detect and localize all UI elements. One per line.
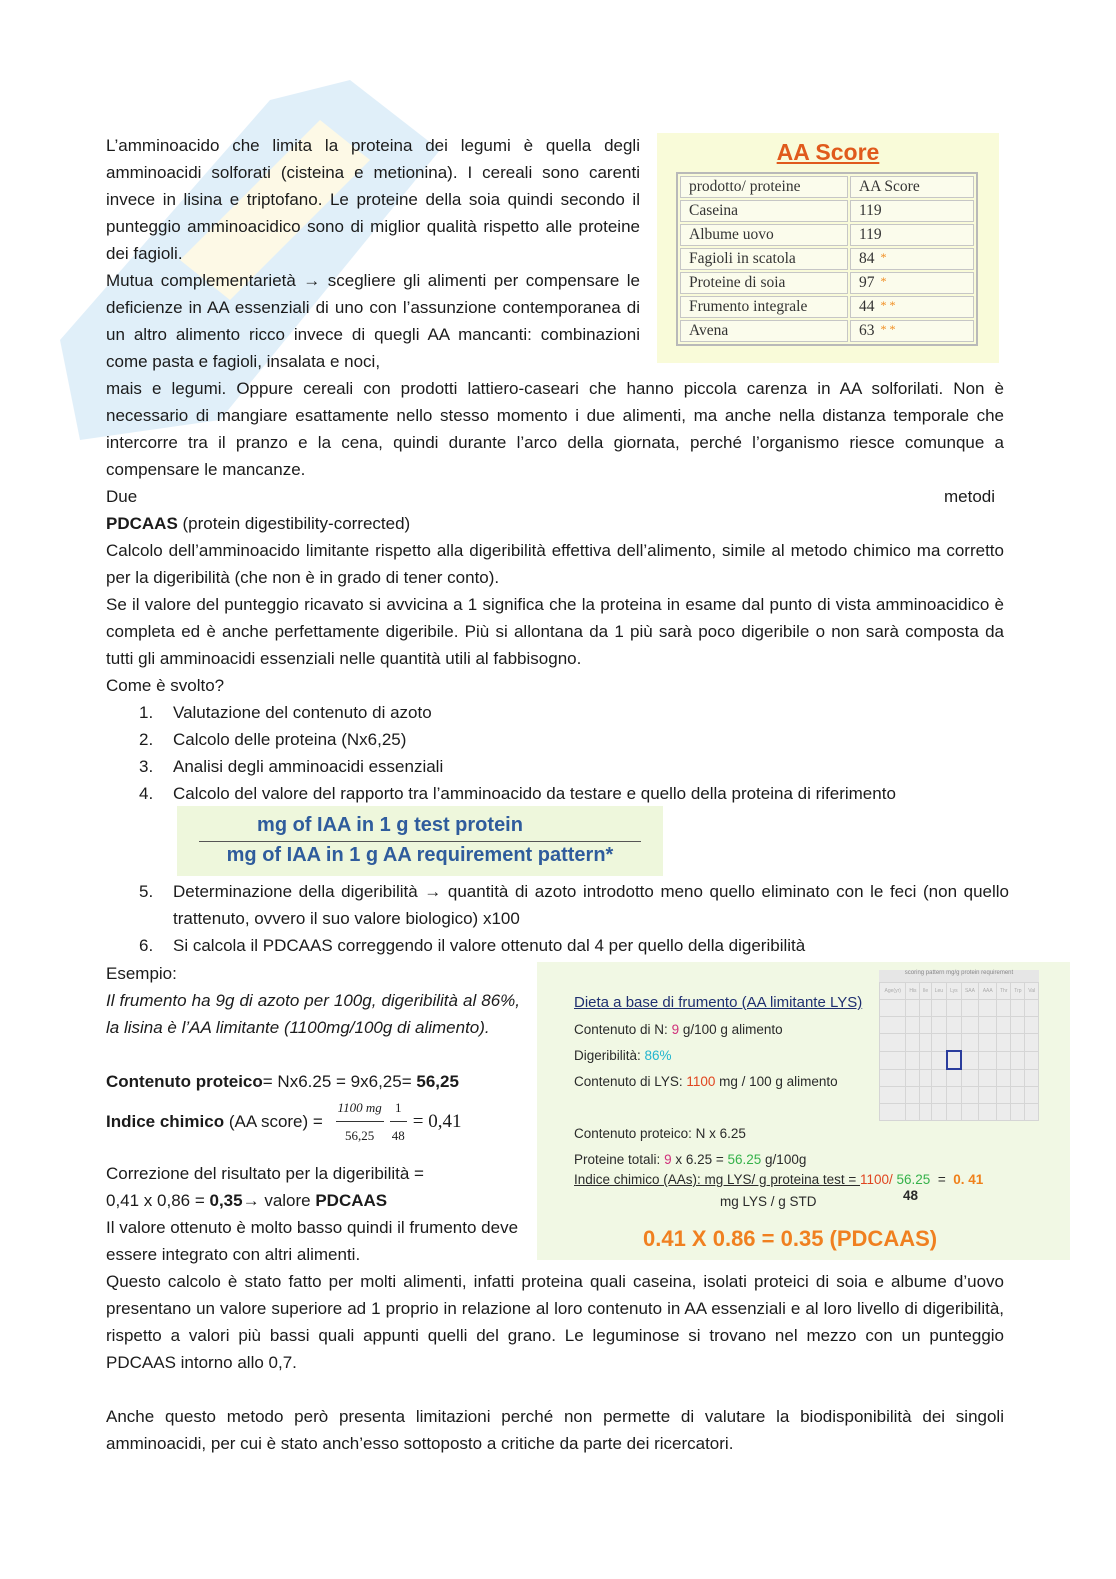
table-cell-name: Fagioli in scatola: [680, 248, 848, 270]
table-row: [680, 224, 974, 246]
scoring-pattern-grid: scoring pattern mg/g protein requirement Age(yr) His Ile Leu Lys SAA AAA Thr Trp Val: [879, 970, 1039, 1121]
lys-content-line: Contenuto di LYS: 1100 mg / 100 g alimento: [574, 1074, 838, 1089]
list-item: 3. Analisi degli amminoacidi essenziali: [139, 757, 444, 776]
example-figure: [537, 962, 1070, 1260]
table-row: [680, 320, 974, 342]
aa-score-title: AA Score: [776, 139, 880, 165]
pdcaas-result: 0.41 X 0.86 = 0.35 (PDCAAS): [643, 1226, 938, 1251]
pdcaas-paragraph-1: Calcolo dell’amminoacido limitante rispetto alla digeribilità effettiva dell’alimento, simile al metodo chimico ma corretto per la digeribilità (che non è in grado di tener conto).: [106, 541, 1004, 587]
intro-paragraph-2-end: mais e legumi. Oppure cereali con prodotti lattiero-caseari che hanno piccola carenza in AA solforilati. Non è necessario di mangiare esattamente nello stesso momento i due alimenti, ma anche nella distanza temporale che intercorre tra il pranzo e la cena, quindi durante l’arco della giornata, perché l’organismo riesce comunque a compensare le mancanze.: [106, 379, 1004, 479]
list-item: 2. Calcolo delle proteina (Nx6,25): [139, 730, 407, 749]
star-icon: * *: [880, 322, 896, 336]
correction-line-3: Il valore ottenuto è molto basso quindi il frumento deve essere integrato con altri alimenti.: [106, 1218, 519, 1264]
list-item: 4. Calcolo del valore del rapporto tra l’amminoacido da testare e quello della proteina di riferimento: [139, 784, 896, 803]
table-cell-score: 44 * *: [850, 296, 974, 318]
table-cell-score: 63 * *: [850, 320, 974, 342]
table-row: [680, 200, 974, 222]
table-cell-name: Albume uovo: [680, 224, 848, 246]
table-row: [680, 272, 974, 294]
closing-paragraph-2: Anche questo metodo però presenta limitazioni perché non permette di valutare la biodisponibilità dei singoli amminoacidi, per cui è stato anch’esso sottoposto a critiche da parte dei ricercatori.: [106, 1407, 1004, 1453]
star-icon: *: [880, 274, 887, 288]
protein-content-line-figure: Contenuto proteico: N x 6.25: [574, 1126, 746, 1141]
correction-line-1: Correzione del risultato per la digeribilità =: [106, 1164, 424, 1183]
table-cell-name: Caseina: [680, 200, 848, 222]
table-cell-name: Frumento integrale: [680, 296, 848, 318]
table-header-cell: AA Score: [850, 176, 974, 198]
total-protein-line: Proteine totali: 9 x 6.25 = 56.25 g/100g: [574, 1152, 807, 1167]
fraction-2: $\frac{1}{48}$: [390, 1094, 407, 1149]
aa-score-table: [676, 172, 978, 346]
steps-list-b: [139, 878, 1009, 959]
star-icon: * *: [880, 298, 896, 312]
aa-score-figure: [657, 133, 999, 363]
example-figure-title: Dieta a base di frumento (AA limitante LYS): [574, 994, 863, 1011]
formula-numerator: mg of IAA in 1 g test protein: [257, 814, 523, 836]
pdcaas-paragraph-2: Se il valore del punteggio ricavato si avvicina a 1 significa che la proteina in esame dal punto di vista amminoacidico è completa ed è anche perfettamente digeribile. Più si allontana da 1 più sarà poco digeribile o non sarà composta da tutti gli amminoacidi essenziali nelle quantità utili al fabbisogno.: [106, 595, 1004, 668]
list-item: 1. Valutazione del contenuto di azoto: [139, 703, 432, 722]
due-word: Due: [106, 487, 138, 506]
table-cell-score: 97 *: [850, 272, 974, 294]
closing-paragraph-1: Questo calcolo è stato fatto per molti alimenti, infatti proteina quali caseina, isolati proteici di soia e albume d’uovo presentano un valore superiore ad 1 proprio in relazione al loro contenuto in AA essenziali e al loro livello di digeribilità, rispetto a valori più bassi quali appunti quelli del grano. Le leguminose si trovano nel mezzo con un punteggio PDCAAS intorno allo 0,7.: [106, 1272, 1004, 1372]
table-header-cell: prodotto/ proteine: [680, 176, 848, 198]
fraction-line: [199, 841, 641, 842]
correction-line-2: 0,41 x 0,86 = 0,35→ valore PDCAAS: [106, 1191, 388, 1210]
n-content-line: Contenuto di N: 9 g/100 g alimento: [574, 1022, 783, 1037]
chemical-index-figure-line: Indice chimico (AAs): mg LYS/ g proteina test = 1100/ 56.25 = 0. 41: [574, 1172, 984, 1187]
example-italic: Il frumento ha 9g di azoto per 100g, digeribilità al 86%, la lisina è l’AA limitante (1100mg/100g di alimento).: [106, 991, 520, 1037]
chemical-index-line: Indice chimico (AA score) = $\frac{1100 mg}{56,25}$ $\frac{1}{48}$ = 0,41: [106, 1094, 520, 1149]
table-cell-score: 119: [850, 224, 974, 246]
formula-denominator: mg of IAA in 1 g AA requirement pattern*: [226, 844, 614, 866]
formula-figure: [177, 806, 663, 876]
list-item: 6. Si calcola il PDCAAS correggendo il valore ottenuto dal 4 per quello della digeribilità: [139, 936, 806, 955]
table-row: [680, 296, 974, 318]
table-cell-score: 119: [850, 200, 974, 222]
steps-list-a: [139, 699, 1009, 807]
example-label: Esempio:: [106, 964, 177, 983]
table-row: [680, 248, 974, 270]
metodi-word: metodi: [944, 487, 996, 506]
table-cell-score: 84 *: [850, 248, 974, 270]
intro-paragraph-2-start: Mutua complementarietà → scegliere gli alimenti per compensare le deficienze in AA essenziali di uno con l’assunzione contemporanea di un altro alimento ricco invece di quegli AA mancanti: combinazioni come pasta e fagioli, insalata e noci,: [106, 271, 640, 371]
protein-content-line: Contenuto proteico= Nx6.25 = 9x6,25= 56,25: [106, 1072, 459, 1091]
table-header-row: [680, 176, 974, 198]
digestibility-line: Digeribilità: 86%: [574, 1048, 672, 1063]
how-question: Come è svolto?: [106, 676, 225, 695]
fraction-1: $\frac{1100 mg}{56,25}$: [336, 1094, 384, 1149]
std-denominator-label: mg LYS / g STD: [720, 1194, 817, 1209]
intro-paragraph-1: L’amminoacido che limita la proteina dei legumi è quella degli amminoacidi solforati (cisteina e metionina). I cereali sono carenti invece in lisina e triptofano. Le proteine della soia quindi secondo il punteggio amminoacidico sono di miglior qualità rispetto alle proteine dei fagioli.: [106, 136, 640, 263]
table-cell-name: Proteine di soia: [680, 272, 848, 294]
star-icon: *: [880, 250, 887, 264]
pdcaas-heading: PDCAAS (protein digestibility-corrected): [106, 514, 411, 533]
std-denominator-value: 48: [903, 1188, 919, 1203]
list-item: 5. Determinazione della digeribilità → quantità di azoto introdotto meno quello eliminato con le feci (non quello trattenuto, ovvero il suo valore biologico) x100: [139, 882, 1009, 928]
table-cell-name: Avena: [680, 320, 848, 342]
